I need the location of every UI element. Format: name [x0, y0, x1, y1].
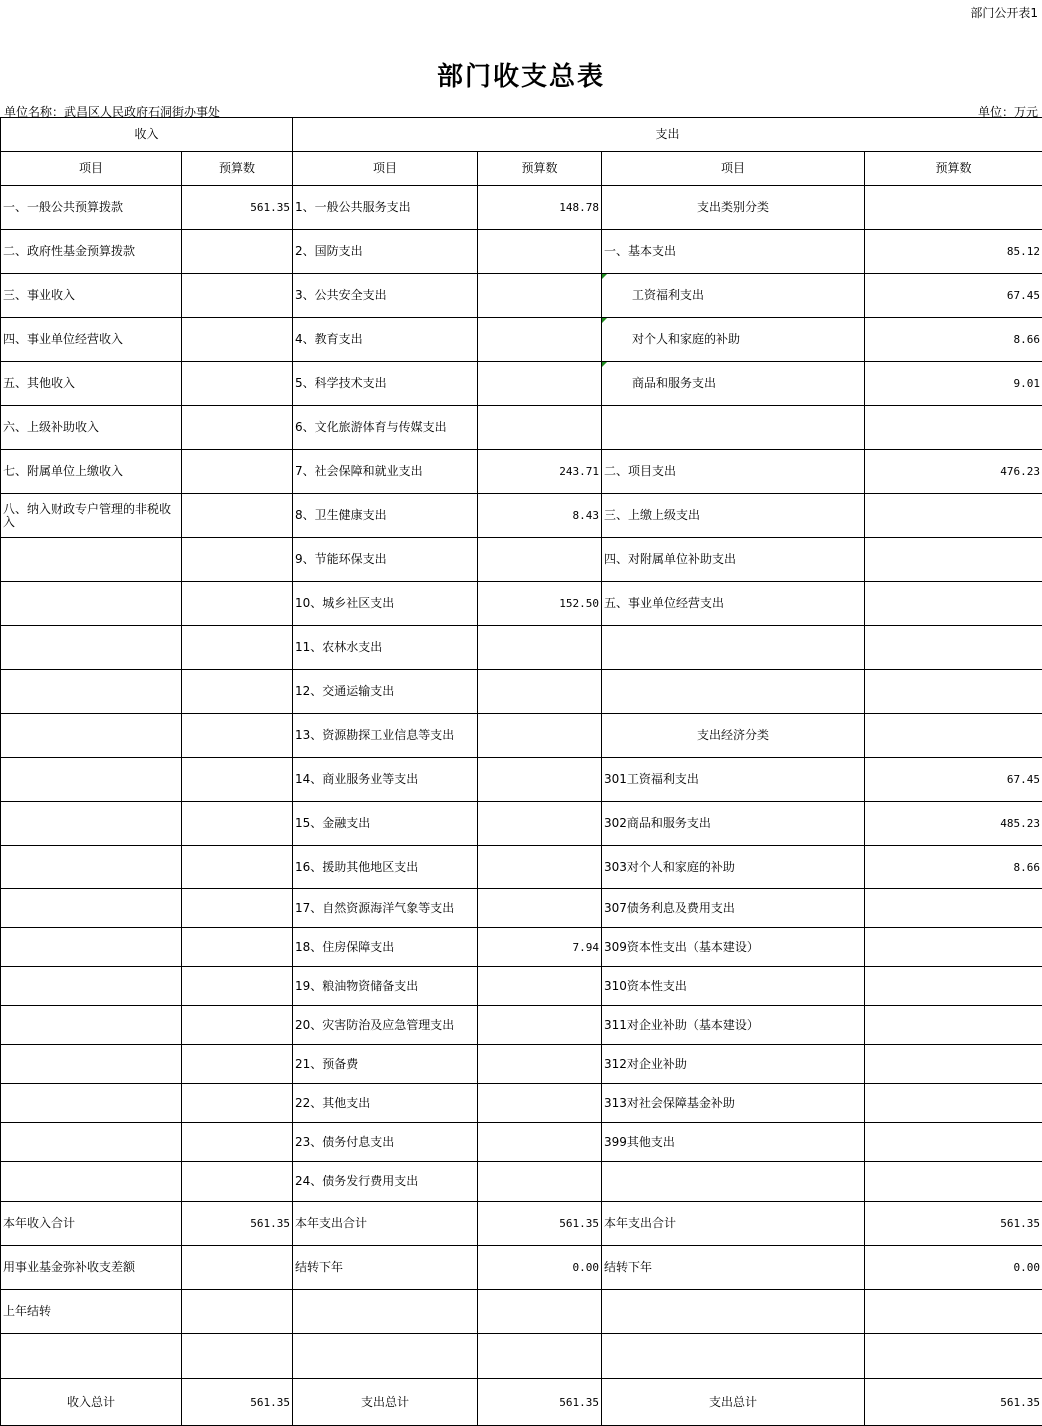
expense-class-item-cell: 302商品和服务支出 [602, 802, 865, 846]
expense-class-item-cell: 307债务利息及费用支出 [602, 889, 865, 928]
table-row [1, 758, 1042, 802]
table-row [1, 1290, 1042, 1334]
table-row [1, 1202, 1042, 1246]
income-budget-cell [182, 670, 293, 714]
expense-class-budget-cell [865, 1290, 1042, 1334]
income-item-cell: 本年收入合计 [1, 1202, 182, 1246]
expense-function-budget-cell [478, 1045, 602, 1084]
expense-function-item-cell: 8、卫生健康支出 [293, 494, 478, 538]
expense-function-budget-cell: 152.50 [478, 582, 602, 626]
income-budget-cell [182, 1123, 293, 1162]
expense-class-item-cell [602, 1162, 865, 1202]
table-row [1, 1123, 1042, 1162]
income-item-cell [1, 1123, 182, 1162]
income-budget-cell [182, 1084, 293, 1123]
table-row [1, 406, 1042, 450]
expense-function-item-cell: 19、粮油物资储备支出 [293, 967, 478, 1006]
expense-class-budget-cell [865, 538, 1042, 582]
table-row [1, 450, 1042, 494]
expense-function-item-cell: 18、住房保障支出 [293, 928, 478, 967]
expense-function-item-cell: 12、交通运输支出 [293, 670, 478, 714]
income-budget-cell [182, 406, 293, 450]
income-budget-cell [182, 1006, 293, 1045]
expense-class-item-cell: 对个人和家庭的补助 [602, 318, 865, 362]
table-row [1, 889, 1042, 928]
expense-function-budget-cell [478, 1123, 602, 1162]
table-row [1, 362, 1042, 406]
table-row [1, 1045, 1042, 1084]
expense-function-item-cell: 22、其他支出 [293, 1084, 478, 1123]
income-item-cell [1, 758, 182, 802]
expense-class-item-cell: 商品和服务支出 [602, 362, 865, 406]
expense-class-budget-cell [865, 186, 1042, 230]
expense-function-item-cell: 13、资源勘探工业信息等支出 [293, 714, 478, 758]
table-row [1, 494, 1042, 538]
expense-function-budget-cell [478, 758, 602, 802]
expense-class-budget-cell [865, 967, 1042, 1006]
expense-function-budget-cell: 561.35 [478, 1379, 602, 1426]
income-item-cell [1, 714, 182, 758]
income-budget-cell [182, 274, 293, 318]
expense-class-budget-cell [865, 1162, 1042, 1202]
income-item-cell [1, 802, 182, 846]
income-budget-cell [182, 538, 293, 582]
expense-class-budget-cell: 8.66 [865, 318, 1042, 362]
income-item-cell: 七、附属单位上缴收入 [1, 450, 182, 494]
unit-name-label: 单位名称：武昌区人民政府石洞街办事处 [4, 103, 220, 120]
table-row [1, 318, 1042, 362]
expense-function-item-cell: 14、商业服务业等支出 [293, 758, 478, 802]
expense-function-budget-cell [478, 967, 602, 1006]
table-row [1, 846, 1042, 889]
expense-class-item-cell: 支出经济分类 [602, 714, 865, 758]
expense-function-item-cell [293, 1334, 478, 1379]
expense-function-budget-cell [478, 802, 602, 846]
income-budget-cell [182, 450, 293, 494]
expense-class-budget-cell: 9.01 [865, 362, 1042, 406]
income-item-cell [1, 889, 182, 928]
income-budget-cell [182, 230, 293, 274]
expense-class-budget-cell: 0.00 [865, 1246, 1042, 1290]
income-budget-cell [182, 626, 293, 670]
income-budget-cell: 561.35 [182, 1379, 293, 1426]
expense-class-item-cell: 工资福利支出 [602, 274, 865, 318]
expense-class-budget-cell [865, 1006, 1042, 1045]
expense-function-item-cell: 24、债务发行费用支出 [293, 1162, 478, 1202]
expense-function-budget-cell [478, 230, 602, 274]
income-item-header: 项目 [1, 152, 182, 186]
expense-class-budget-cell [865, 582, 1042, 626]
income-budget-header: 预算数 [182, 152, 293, 186]
income-item-cell: 三、事业收入 [1, 274, 182, 318]
expense-function-budget-cell [478, 714, 602, 758]
table-row [1, 538, 1042, 582]
expense-class-budget-cell [865, 1045, 1042, 1084]
table-row [1, 1379, 1042, 1426]
table-number-label: 部门公开表1 [970, 4, 1038, 21]
income-budget-cell [182, 582, 293, 626]
expense-class-item-cell: 五、事业单位经营支出 [602, 582, 865, 626]
table-row [1, 626, 1042, 670]
expense-function-budget-cell [478, 889, 602, 928]
table-row [1, 714, 1042, 758]
expense-class-item-cell: 三、上缴上级支出 [602, 494, 865, 538]
expense-class-budget-cell: 485.23 [865, 802, 1042, 846]
expense-function-budget-cell [478, 274, 602, 318]
expense-class-budget-cell [865, 889, 1042, 928]
expense-function-item-cell: 6、文化旅游体育与传媒支出 [293, 406, 478, 450]
expense-function-budget-cell: 148.78 [478, 186, 602, 230]
expense-class-budget-cell [865, 928, 1042, 967]
expense-class-item-header: 项目 [602, 152, 865, 186]
expense-function-budget-cell: 8.43 [478, 494, 602, 538]
table-row [1, 582, 1042, 626]
table-row [1, 1246, 1042, 1290]
expense-class-budget-cell [865, 714, 1042, 758]
expense-function-budget-cell: 561.35 [478, 1202, 602, 1246]
expense-class-budget-cell: 85.12 [865, 230, 1042, 274]
expense-function-budget-cell [478, 1162, 602, 1202]
expense-function-item-cell: 3、公共安全支出 [293, 274, 478, 318]
expense-class-budget-cell [865, 1084, 1042, 1123]
expense-function-item-cell: 9、节能环保支出 [293, 538, 478, 582]
table-row [1, 967, 1042, 1006]
income-budget-cell [182, 1246, 293, 1290]
expense-class-budget-cell [865, 626, 1042, 670]
expense-class-budget-cell: 67.45 [865, 274, 1042, 318]
expense-class-budget-cell [865, 1123, 1042, 1162]
table-row [1, 1334, 1042, 1379]
expense-class-budget-cell: 561.35 [865, 1379, 1042, 1426]
expense-function-budget-cell [478, 318, 602, 362]
expense-function-item-cell: 4、教育支出 [293, 318, 478, 362]
budget-summary-table [0, 117, 1042, 1426]
income-item-cell: 用事业基金弥补收支差额 [1, 1246, 182, 1290]
expense-function-item-cell: 11、农林水支出 [293, 626, 478, 670]
income-item-cell [1, 538, 182, 582]
income-budget-cell [182, 1290, 293, 1334]
income-item-cell: 上年结转 [1, 1290, 182, 1334]
table-row [1, 186, 1042, 230]
income-budget-cell [182, 846, 293, 889]
expense-function-budget-cell: 243.71 [478, 450, 602, 494]
expense-function-budget-cell [478, 538, 602, 582]
expense-class-item-cell [602, 1334, 865, 1379]
income-budget-cell [182, 714, 293, 758]
expense-class-budget-cell: 476.23 [865, 450, 1042, 494]
income-budget-cell: 561.35 [182, 186, 293, 230]
expense-function-item-cell [293, 1290, 478, 1334]
income-budget-cell [182, 1162, 293, 1202]
income-item-cell [1, 1084, 182, 1123]
expense-class-budget-cell [865, 406, 1042, 450]
expense-function-item-cell: 10、城乡社区支出 [293, 582, 478, 626]
income-item-cell [1, 582, 182, 626]
expense-function-item-cell: 1、一般公共服务支出 [293, 186, 478, 230]
expense-function-item-cell: 结转下年 [293, 1246, 478, 1290]
expense-class-budget-cell: 561.35 [865, 1202, 1042, 1246]
expense-class-item-cell: 310资本性支出 [602, 967, 865, 1006]
table-row [1, 1084, 1042, 1123]
expense-function-budget-cell [478, 1290, 602, 1334]
expense-function-budget-cell [478, 626, 602, 670]
expense-class-budget-cell: 67.45 [865, 758, 1042, 802]
income-budget-cell [182, 1045, 293, 1084]
income-item-cell: 五、其他收入 [1, 362, 182, 406]
table-row [1, 1162, 1042, 1202]
expense-class-item-cell [602, 1290, 865, 1334]
expense-class-item-cell [602, 406, 865, 450]
table-row [1, 802, 1042, 846]
expense-function-item-cell: 支出总计 [293, 1379, 478, 1426]
expense-function-item-header: 项目 [293, 152, 478, 186]
expense-function-item-cell: 5、科学技术支出 [293, 362, 478, 406]
income-item-cell [1, 846, 182, 889]
income-budget-cell [182, 889, 293, 928]
expense-function-item-cell: 21、预备费 [293, 1045, 478, 1084]
expense-class-item-cell: 四、对附属单位补助支出 [602, 538, 865, 582]
expense-class-item-cell: 结转下年 [602, 1246, 865, 1290]
expense-function-budget-cell [478, 1006, 602, 1045]
expense-class-item-cell: 支出类别分类 [602, 186, 865, 230]
income-budget-cell [182, 494, 293, 538]
income-item-cell: 收入总计 [1, 1379, 182, 1426]
expense-class-item-cell [602, 626, 865, 670]
expense-function-item-cell: 20、灾害防治及应急管理支出 [293, 1006, 478, 1045]
expense-class-budget-cell [865, 670, 1042, 714]
expense-function-item-cell: 17、自然资源海洋气象等支出 [293, 889, 478, 928]
expense-class-budget-header: 预算数 [865, 152, 1042, 186]
income-item-cell [1, 928, 182, 967]
table-row [1, 274, 1042, 318]
income-budget-cell: 561.35 [182, 1202, 293, 1246]
table-row [1, 928, 1042, 967]
expense-function-item-cell: 本年支出合计 [293, 1202, 478, 1246]
income-item-cell [1, 670, 182, 714]
expense-class-item-cell: 309资本性支出（基本建设） [602, 928, 865, 967]
expense-section-header: 支出 [293, 118, 1042, 152]
expense-function-budget-cell [478, 406, 602, 450]
expense-class-item-cell: 303对个人和家庭的补助 [602, 846, 865, 889]
income-item-cell [1, 626, 182, 670]
income-item-cell: 四、事业单位经营收入 [1, 318, 182, 362]
expense-class-item-cell: 二、项目支出 [602, 450, 865, 494]
expense-class-item-cell: 本年支出合计 [602, 1202, 865, 1246]
expense-class-item-cell: 399其他支出 [602, 1123, 865, 1162]
expense-function-budget-header: 预算数 [478, 152, 602, 186]
expense-function-item-cell: 23、债务付息支出 [293, 1123, 478, 1162]
column-header-row [1, 152, 1042, 186]
income-item-cell [1, 1334, 182, 1379]
expense-function-item-cell: 16、援助其他地区支出 [293, 846, 478, 889]
income-section-header: 收入 [1, 118, 293, 152]
income-budget-cell [182, 967, 293, 1006]
expense-class-budget-cell [865, 1334, 1042, 1379]
income-item-cell: 八、纳入财政专户管理的非税收入 [1, 494, 182, 538]
income-budget-cell [182, 1334, 293, 1379]
table-row [1, 1006, 1042, 1045]
table-row [1, 670, 1042, 714]
expense-function-budget-cell [478, 362, 602, 406]
expense-class-item-cell: 一、基本支出 [602, 230, 865, 274]
expense-function-item-cell: 2、国防支出 [293, 230, 478, 274]
expense-class-item-cell [602, 670, 865, 714]
expense-function-budget-cell [478, 1084, 602, 1123]
income-budget-cell [182, 928, 293, 967]
table-row [1, 230, 1042, 274]
page-title: 部门收支总表 [0, 56, 1042, 93]
income-budget-cell [182, 318, 293, 362]
expense-class-item-cell: 301工资福利支出 [602, 758, 865, 802]
income-item-cell [1, 1162, 182, 1202]
expense-function-budget-cell: 7.94 [478, 928, 602, 967]
expense-function-budget-cell [478, 670, 602, 714]
expense-class-budget-cell: 8.66 [865, 846, 1042, 889]
expense-class-item-cell: 支出总计 [602, 1379, 865, 1426]
expense-function-budget-cell [478, 846, 602, 889]
expense-function-item-cell: 15、金融支出 [293, 802, 478, 846]
income-item-cell: 一、一般公共预算拨款 [1, 186, 182, 230]
income-budget-cell [182, 362, 293, 406]
expense-class-item-cell: 313对社会保障基金补助 [602, 1084, 865, 1123]
currency-unit-label: 单位：万元 [978, 103, 1038, 120]
income-item-cell [1, 1006, 182, 1045]
section-header-row [1, 118, 1042, 152]
expense-function-item-cell: 7、社会保障和就业支出 [293, 450, 478, 494]
income-budget-cell [182, 758, 293, 802]
income-budget-cell [182, 802, 293, 846]
expense-class-item-cell: 311对企业补助（基本建设） [602, 1006, 865, 1045]
expense-function-budget-cell: 0.00 [478, 1246, 602, 1290]
income-item-cell [1, 967, 182, 1006]
income-item-cell [1, 1045, 182, 1084]
expense-function-budget-cell [478, 1334, 602, 1379]
income-item-cell: 二、政府性基金预算拨款 [1, 230, 182, 274]
expense-class-item-cell: 312对企业补助 [602, 1045, 865, 1084]
expense-class-budget-cell [865, 494, 1042, 538]
income-item-cell: 六、上级补助收入 [1, 406, 182, 450]
